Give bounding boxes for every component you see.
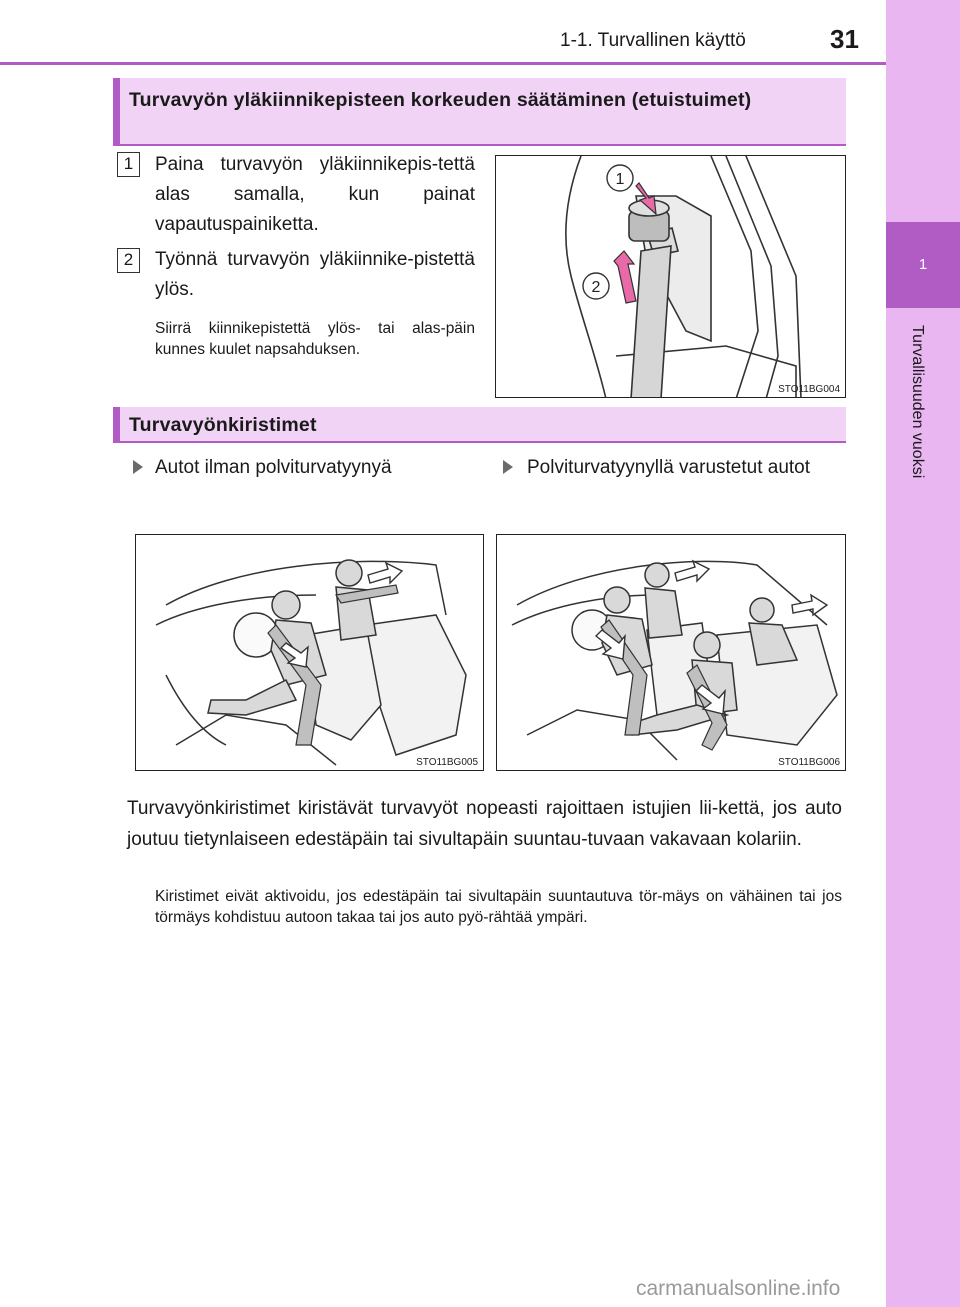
pretensioner-illustration-knee-airbag (496, 534, 846, 771)
page-number: 31 (830, 24, 859, 54)
step-number-1: 1 (117, 152, 140, 177)
header-divider (0, 62, 886, 65)
section-heading-pretensioners: Turvavyönkiristimet (113, 407, 846, 443)
figure-code-2: STO11BG005 (416, 757, 478, 768)
step-number-2: 2 (117, 248, 140, 273)
belt-anchor-illustration (495, 155, 846, 398)
step-text-1: Paina turvavyön yläkiinnikepis-tettä alas samalla, kun painat vapautuspainiketta. (155, 154, 475, 235)
push-up-arrow (614, 251, 636, 303)
step-note: Siirrä kiinnikepistettä ylös- tai alas-päin kunnes kuulet napsahduksen. (155, 320, 475, 358)
pretensioner-note: Kiristimet eivät aktivoidu, jos edestäpäin tai sivultapäin suuntautuva tör-mäys on vähäinen tai jos törmäys kohdistuu autoon takaa tai jos auto pyö-rähtää ympäri. (155, 888, 842, 926)
watermark: carmanualsonline.info (636, 1277, 841, 1300)
belt-anchor-drawing (496, 156, 846, 398)
bullet-item-knee-airbag: Polviturvatyynyllä varustetut autot (503, 452, 841, 483)
chapter-title: Turvallisuuden vuoksi (909, 325, 926, 479)
callout-1-label: 1 (615, 171, 625, 188)
car-interior-drawing-1 (136, 535, 484, 771)
pretensioner-illustration-no-knee-airbag (135, 534, 484, 771)
chapter-sidebar (886, 0, 960, 1307)
figure-code-3: STO11BG006 (778, 757, 840, 768)
pretension-arrow-rear-right (792, 595, 827, 615)
figure-code-1: STO11BG004 (778, 384, 840, 395)
pretension-arrow-passenger (675, 561, 709, 581)
section-heading-belt-anchor: Turvavyön yläkiinnikepisteen korkeuden säätäminen (etuistuimet) (113, 78, 846, 146)
bullet-triangle-icon (133, 460, 143, 474)
pretensioner-description: Turvavyönkiristimet kiristävät turvavyöt nopeasti rajoittaen istujien lii-kettä, jos auto joutuu tietynlaiseen edestäpäin tai sivultapäin suuntau-tuvaan vakavaan kolariin. (127, 798, 842, 850)
bullet-item-no-knee-airbag: Autot ilman polviturvatyynyä (133, 452, 473, 483)
pretension-arrow-passenger (368, 563, 402, 583)
car-interior-drawing-2 (497, 535, 846, 771)
callout-2-label: 2 (591, 279, 601, 296)
chapter-number: 1 (918, 256, 928, 273)
section-title: 1-1. Turvallinen käyttö (560, 30, 746, 51)
bullet-triangle-icon (503, 460, 513, 474)
step-text-2: Työnnä turvavyön yläkiinnike-pistettä ylös. (155, 249, 475, 300)
